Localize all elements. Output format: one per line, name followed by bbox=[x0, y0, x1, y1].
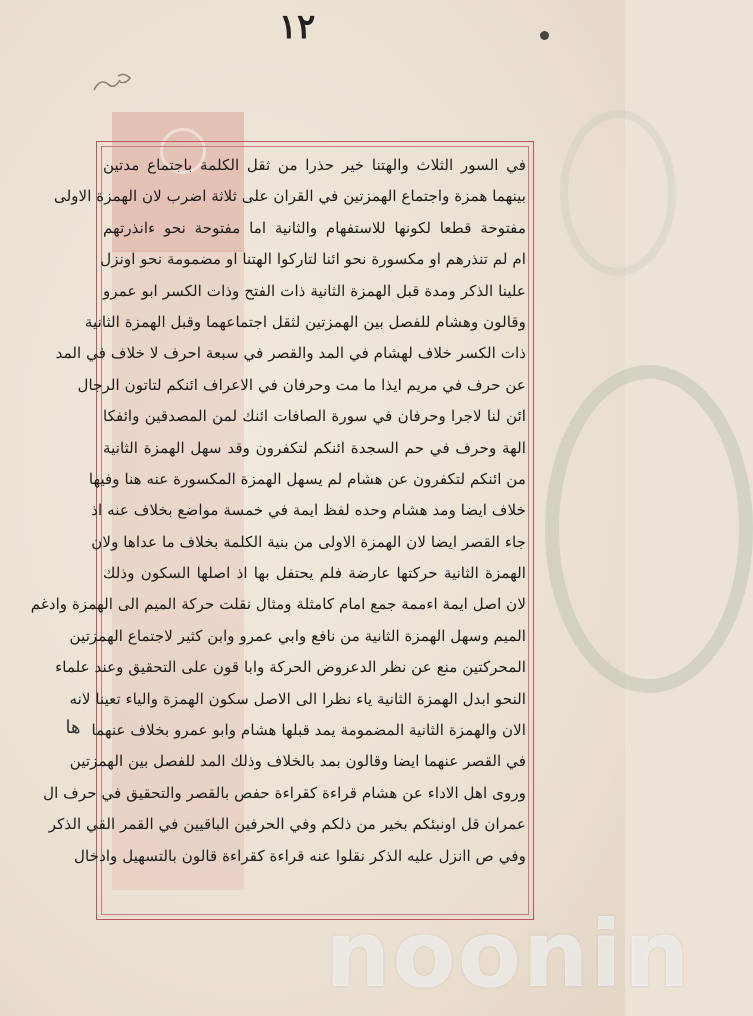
text-line: ائن لنا لاجرا وحرفان في سورة الصافات ائنك لمن المصدقين وائفكا bbox=[103, 407, 526, 426]
page-number: ١٢ bbox=[278, 7, 316, 47]
text-line: المحركتين منع عن نظر الدعروض الحركة وابا قون على التحقيق وعند علماء bbox=[55, 658, 526, 677]
text-line: في القصر عنهما ايضا وقالون بمد بالخلاف وذلك المد للفصل بين الهمزتين bbox=[69, 752, 526, 771]
text-line: الان والهمزة الثانية المضمومة يمد قبلها هشام وابو عمرو بخلاف عنهما bbox=[91, 721, 526, 740]
text-line: من ائنكم لتكفرون عن هشام لم يسهل الهمزة المكسورة عنه هنا وفيها bbox=[88, 469, 526, 488]
text-line: الميم وسهل الهمزة الثانية من نافع وابي عمرو وابن كثير لاجتماع الهمزتين bbox=[69, 626, 526, 645]
text-line: ام لم تنذرهم او مكسورة نحو ائنا لتاركوا الهتنا او مضمومة نحو اونزل bbox=[100, 250, 526, 269]
text-line: جاء القصر ايضا لان الهمزة الاولى من بنية الكلمة بخلاف ما عداها ولان bbox=[91, 532, 526, 551]
text-line: ذات الكسر خلاف لهشام في المد والقصر في سبعة احرف لا خلاف في المد bbox=[55, 344, 526, 363]
ink-dot bbox=[540, 31, 549, 40]
watermark: noonin bbox=[325, 901, 692, 1008]
text-line: مفتوحة قطعا لكونها للاستفهام والثانية اما مفتوحة نحو ءانذرتهم bbox=[103, 218, 526, 237]
background-ornament-arc bbox=[560, 110, 676, 276]
pencil-mark-icon bbox=[90, 70, 136, 100]
text-line: وفي ص اانزل عليه الذكر نقلوا عنه قراءة كقراءة قالون بالتسهيل وادخال bbox=[74, 846, 526, 865]
text-line: النحو ابدل الهمزة الثانية ياء نظرا الى الاصل سكون الهمزة والياء تعينا لانه bbox=[69, 689, 526, 708]
text-line: علينا الذكر ومدة قبل الهمزة الثانية ذات الفتح وذات الكسر ابو عمرو bbox=[103, 281, 526, 300]
manuscript-text bbox=[30, 150, 526, 906]
background-ornament-circle bbox=[545, 365, 753, 693]
text-line: عمران قل اونبئكم بخير من ذلكم وفي الحرفين الباقيين في القمر القي الذكر bbox=[48, 815, 526, 834]
margin-note: ها bbox=[65, 717, 81, 738]
text-line: وروى اهل الاداء عن هشام قراءة كقراءة حفص بالقصر والتحقيق في حرف ال bbox=[43, 783, 526, 802]
text-line: بينهما همزة واجتماع الهمزتين في القران على ثلاثة اضرب لان الهمزة الاولى bbox=[53, 187, 526, 206]
text-line: لان اصل ايمة اءممة جمع امام كامثلة ومثال نقلت حركة الميم الى الهمزة وادغم bbox=[30, 595, 526, 614]
text-line: عن حرف في مريم ايذا ما مت وحرفان في الاعراف ائنكم لتاتون الرجال bbox=[77, 375, 526, 394]
text-line: الهمزة الثانية حركتها عارضة فلم يحتفل بها اذ اصلها السكون وذلك bbox=[103, 564, 526, 583]
text-line: وقالون وهشام للفصل بين الهمزتين لثقل اجتماعهما وقبل الهمزة الثانية bbox=[84, 312, 526, 331]
text-line: في السور الثلاث والهتنا خير حذرا من ثقل الكلمة باجتماع مدتين bbox=[103, 156, 526, 174]
text-line: خلاف ايضا ومد هشام وحده لفظ ايمة في خمسة مواضع بخلاف عنه اذ bbox=[91, 501, 526, 520]
text-line: الهة وحرف في حم السجدة ائنكم لتكفرون وقد سهل الهمزة الثانية bbox=[103, 438, 526, 457]
